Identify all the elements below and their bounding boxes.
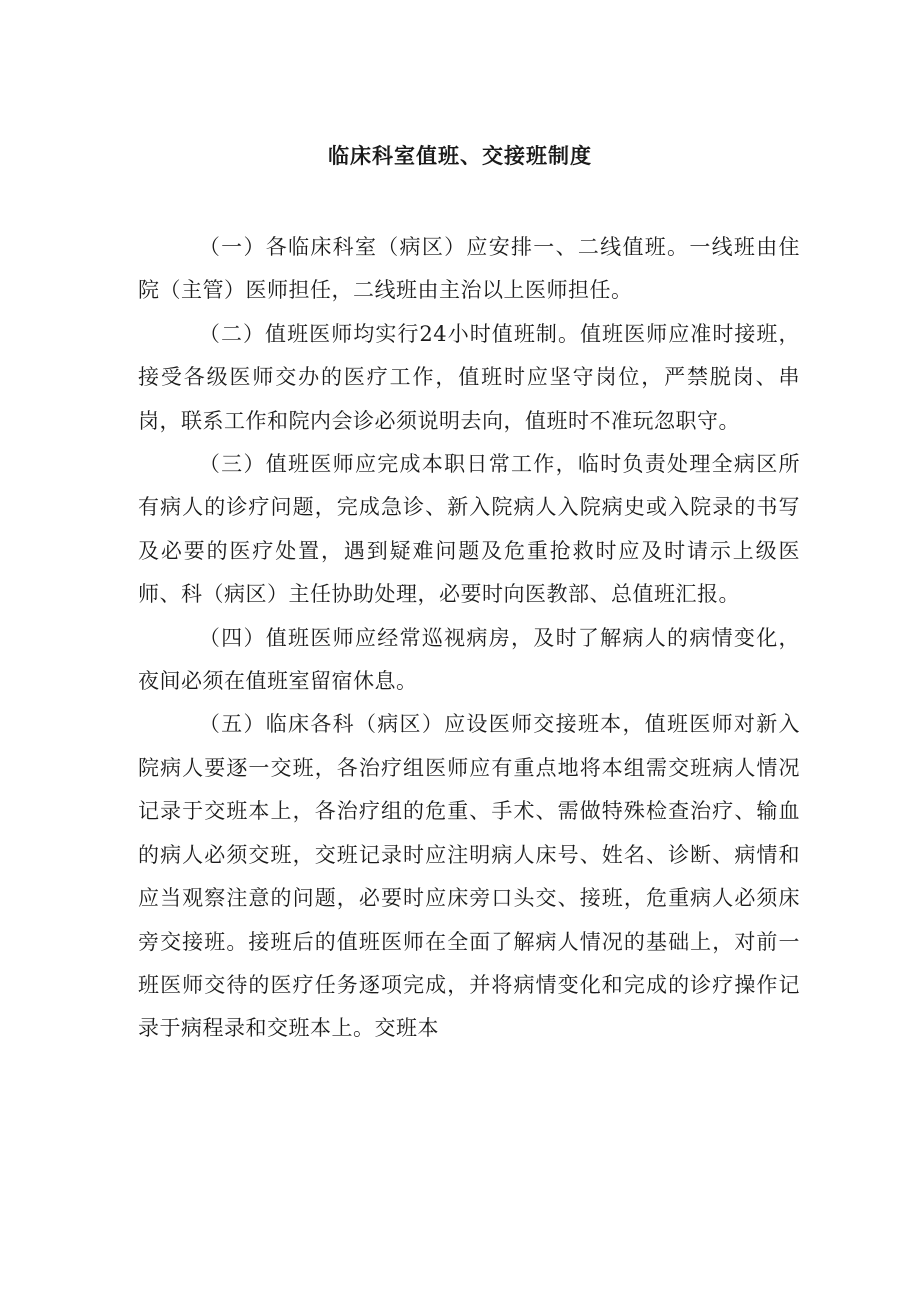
paragraph-4: （四）值班医师应经常巡视病房，及时了解病人的病情变化，夜间必须在值班室留宿休息。	[138, 625, 800, 694]
paragraph-2: （二）值班医师均实行24小时值班制。值班医师应准时接班，接受各级医师交办的医疗工作，值班时应坚守岗位，严禁脱岗、串岗，联系工作和院内会诊必须说明去向，值班时不准玩忽职守。	[138, 321, 800, 433]
paragraph-3: （三）值班医师应完成本职日常工作，临时负责处理全病区所有病人的诊疗问题，完成急诊、新入院病人入院病史或入院录的书写及必要的医疗处置，遇到疑难问题及危重抢救时应及时请示上级医师、科（病区）主任协助处理，必要时向医教部、总值班汇报。	[138, 452, 800, 607]
document-body	[138, 226, 800, 1051]
paragraph-1: （一）各临床科室（病区）应安排一、二线值班。一线班由住院（主管）医师担任，二线班由主治以上医师担任。	[138, 235, 800, 303]
document-title: 临床科室值班、交接班制度	[328, 143, 592, 168]
paragraph-5: （五）临床各科（病区）应设医师交接班本，值班医师对新入院病人要逐一交班，各治疗组医师应有重点地将本组需交班病人情况记录于交班本上，各治疗组的危重、手术、需做特殊检查治疗、输血的病人必须交班，交班记录时应注明病人床号、姓名、诊断、病情和应当观察注意的问题，必要时应床旁口头交、接班，危重病人必须床旁交接班。接班后的值班医师在全面了解病人情况的基础上，对前一班医师交待的医疗任务逐项完成，并将病情变化和完成的诊疗操作记录于病程录和交班本上。交班本	[138, 712, 800, 1041]
